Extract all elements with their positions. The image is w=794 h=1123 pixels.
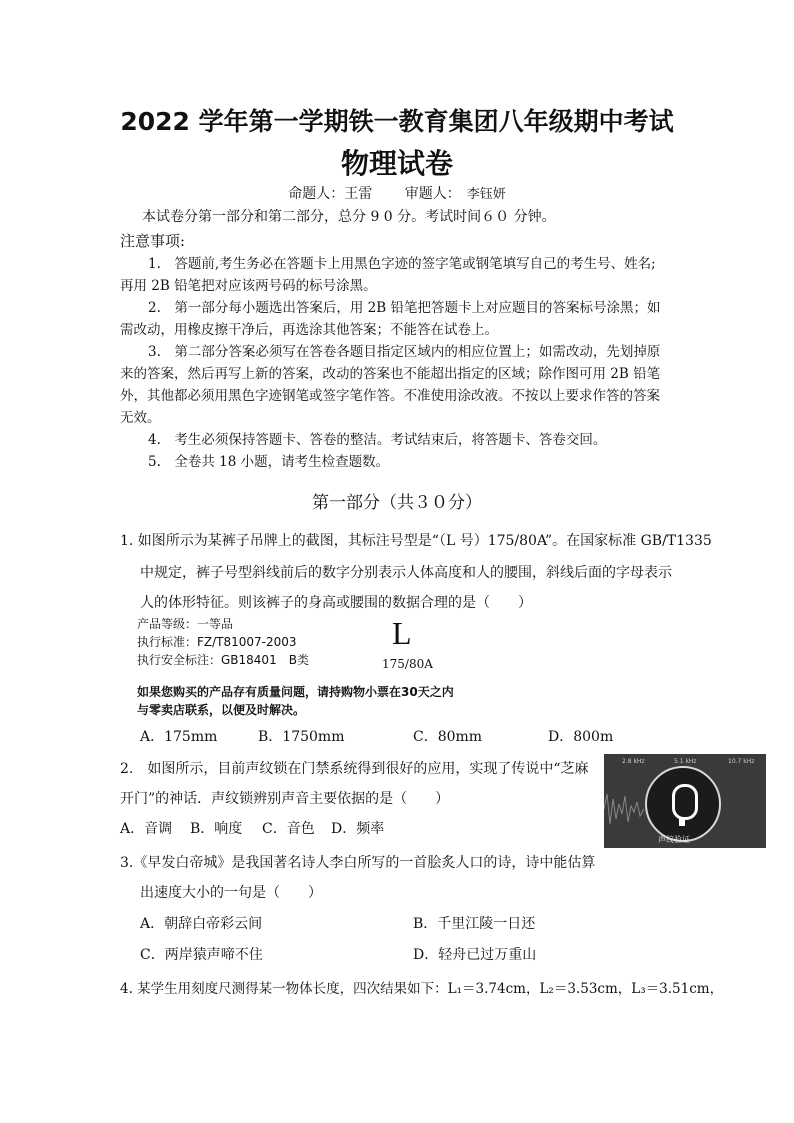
reviewer-label: 审题人： xyxy=(404,186,461,202)
question-1-text: 1. 如图所示为某裤子吊牌上的截图，其标注号型是“（L 号）175/80A”。在国家标准 GB/T1335 xyxy=(120,533,712,549)
notice-item: 来的答案，然后再写上新的答案，改动的答案也不能超出指定的区域；除作图可用 2B 铅笔 xyxy=(120,366,661,382)
option-b: B．响度 xyxy=(190,821,243,837)
option-c: C．音色 xyxy=(262,821,315,837)
option-b: B．1750mm xyxy=(258,729,345,745)
option-a: A．朝辞白帝彩云间 xyxy=(140,916,263,932)
garment-tag-image xyxy=(137,615,507,715)
notice-item: 3. 第二部分答案必须写在答卷各题目指定区域内的相应位置上；如需改动，先划掉原 xyxy=(148,344,661,360)
photo-label: 10.7 kHz xyxy=(728,758,755,765)
exam-subtitle: 物理试卷 xyxy=(340,147,453,180)
notice-item: 再用 2B 铅笔把对应该两号码的标号涂黑。 xyxy=(120,278,377,294)
option-a: A．音调 xyxy=(120,821,173,837)
question-3-text: 出速度大小的一句是（ ） xyxy=(140,885,322,901)
tag-grade: 产品等级：一等品 xyxy=(137,617,234,631)
option-d: D．轻舟已过万重山 xyxy=(413,947,537,963)
question-3-text: 3.《早发白帝城》是我国著名诗人李白所写的一首脍炙人口的诗，诗中能估算 xyxy=(120,855,596,871)
tag-size-code: 175/80A xyxy=(382,657,433,671)
notice-item: 无效。 xyxy=(120,410,161,426)
photo-label: 5.1 kHz xyxy=(674,758,697,765)
microphone-icon xyxy=(672,784,698,820)
intro-text: 本试卷分第一部分和第二部分，总分 9 0 分。考试时间６０ 分钟。 xyxy=(142,209,556,225)
author-label: 命题人：王雷 xyxy=(288,186,373,202)
tag-safety: 执行安全标注：GB18401 B类 xyxy=(137,653,309,667)
question-1-text: 人的体形特征。则该裤子的身高或腰围的数据合理的是（ ） xyxy=(140,595,532,611)
exam-title: 2022 学年第一学期铁一教育集团八年级期中考试 xyxy=(120,107,674,136)
microphone-stand-icon xyxy=(679,818,685,826)
notice-item: 1. 答题前,考生务必在答题卡上用黑色字迹的签字笔或钢笔填写自己的考生号、姓名; xyxy=(148,256,656,272)
tag-notice: 如果您购买的产品存有质量问题，请持购物小票在30天之内 xyxy=(137,685,454,699)
tag-notice: 与零卖店联系，以便及时解决。 xyxy=(137,703,306,717)
question-2-text: 2. 如图所示，目前声纹锁在门禁系统得到很好的应用，实现了传说中“芝麻 xyxy=(120,761,589,777)
notice-item: 4. 考生必须保持答题卡、答卷的整洁。考试结束后，将答题卡、答卷交回。 xyxy=(148,432,607,448)
notice-item: 外，其他都必须用黑色字迹钢笔或签字笔作答。不准使用涂改液。不按以上要求作答的答案 xyxy=(120,388,660,404)
notice-item: 5. 全卷共 18 小题，请考生检查题数。 xyxy=(148,454,390,470)
option-d: D．频率 xyxy=(331,821,385,837)
option-d: D．800m xyxy=(548,729,614,745)
option-a: A．175mm xyxy=(140,729,218,745)
question-1-text: 中规定，裤子号型斜线前后的数字分别表示人体高度和人的腰围，斜线后面的字母表示 xyxy=(140,565,672,581)
voiceprint-lock-image xyxy=(604,754,766,848)
option-c: C．80mm xyxy=(413,729,483,745)
option-b: B．千里江陵一日还 xyxy=(413,916,536,932)
section-heading: 第一部分（共３０分） xyxy=(312,493,482,513)
option-c: C．两岸猿声啼不住 xyxy=(140,947,263,963)
notice-item: 需改动，用橡皮擦干净后，再选涂其他答案；不能答在试卷上。 xyxy=(120,322,498,338)
notice-heading: 注意事项: xyxy=(120,232,186,250)
authors-line xyxy=(0,183,794,203)
question-2-text: 开门”的神话．声纹锁辨别声音主要依据的是（ ） xyxy=(120,791,450,807)
question-4-text: 4. 某学生用刻度尺测得某一物体长度，四次结果如下：L₁＝3.74cm，L₂＝3.53cm，L₃＝3.51cm， xyxy=(120,981,724,997)
notice-item: 2. 第一部分每小题选出答案后，用 2B 铅笔把答题卡上对应题目的答案标号涂黑；如 xyxy=(148,300,661,316)
reviewer-name: 李钰妍 xyxy=(466,187,506,202)
photo-caption: 声纹验证 xyxy=(658,835,690,844)
waveform-icon xyxy=(604,784,644,834)
photo-label: 2.8 kHz xyxy=(622,758,645,765)
tag-standard: 执行标准：FZ/T81007-2003 xyxy=(137,635,297,649)
tag-size-letter: L xyxy=(392,615,412,651)
